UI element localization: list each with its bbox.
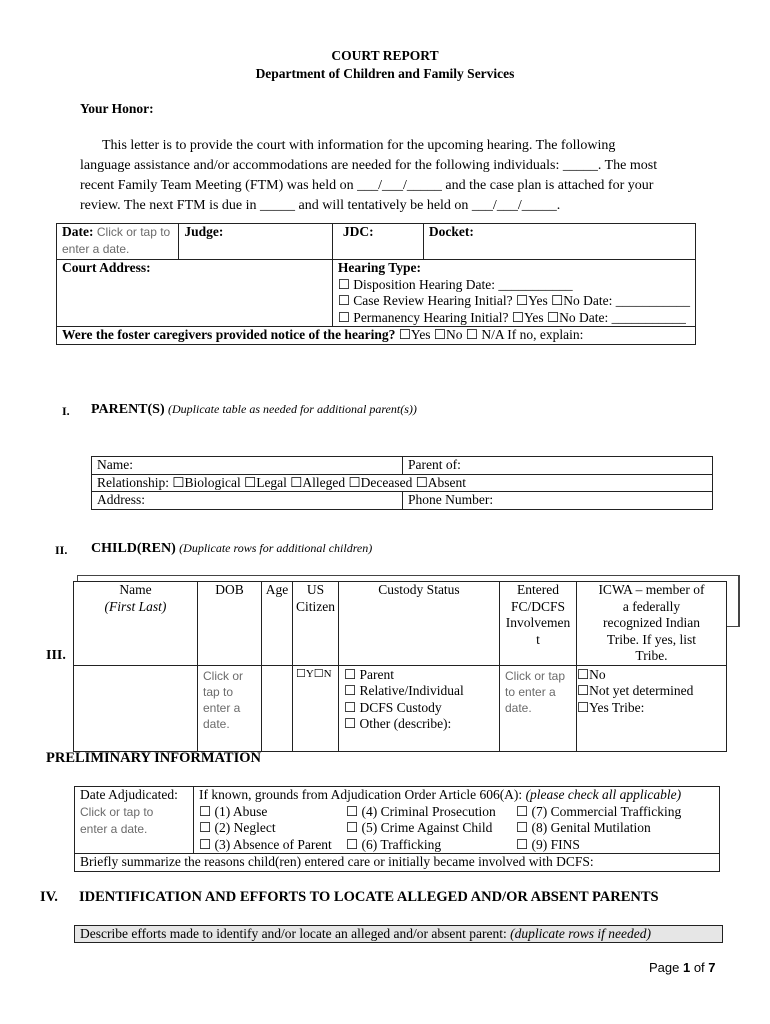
intro-line-2: language assistance and/or accommodations are needed for the following individuals: _____. The most [80,158,658,173]
grounds-cell [194,787,720,854]
entered-placeholder-3: date. [505,700,532,715]
custody-dcfs[interactable]: ☐ DCFS Custody [344,699,442,715]
page-current: 1 [682,960,691,975]
grounds-heading [199,787,714,804]
child-icwa-cell[interactable] [577,665,727,751]
intro-line-1: This letter is to provide the court with information for the upcoming hearing. The following [102,138,616,153]
of-word: of [690,960,709,975]
section-1-title: PARENT(S) [91,402,165,417]
efforts-row[interactable] [74,925,723,943]
relationship-label: Relationship: [97,474,169,490]
icwa-no[interactable]: ☐No [577,666,606,682]
ground-commercial-trafficking[interactable]: ☐ (7) Commercial Trafficking [516,803,682,819]
ground-trafficking[interactable]: ☐ (6) Trafficking [346,836,442,852]
preliminary-table [74,786,720,872]
jdc-cell[interactable] [332,224,423,260]
section-2-note: (Duplicate rows for additional children) [179,541,373,555]
hearing-type-label: Hearing Type: [337,260,421,275]
foster-notice-row [57,327,696,345]
hearing-permanency[interactable]: ☐ Permanency Hearing Initial? ☐Yes ☐No Date: ___________ [337,309,686,325]
dob-placeholder-1: Click or [203,668,244,683]
grounds-note: (please check all applicable) [525,787,682,802]
case-info-table [56,223,696,345]
col-icwa-5: Tribe. [635,648,668,663]
hearing-case-review[interactable]: ☐ Case Review Hearing Initial? ☐Yes ☐No Date: ___________ [337,293,690,308]
section-4-title: IDENTIFICATION AND EFFORTS TO LOCATE ALLEGED AND/OR ABSENT PARENTS [79,889,659,905]
custody-other[interactable]: ☐ Other (describe): [344,716,452,731]
col-icwa-3: recognized Indian [602,615,701,630]
date-placeholder[interactable]: Click or tap to enter a date. [62,225,171,256]
date-label: Date: [62,224,94,239]
date-adjudicated-cell[interactable] [75,787,194,854]
dob-placeholder-2: tap to [203,684,234,699]
parent-table [91,456,713,510]
col-entered-4: t [536,631,540,647]
judge-cell[interactable]: Judge: [179,224,332,260]
foster-notice-question: Were the foster caregivers provided notice of the hearing? [62,327,396,342]
efforts-note: (duplicate rows if needed) [510,926,651,941]
child-citizen-cell[interactable]: ☐Y☐N [293,665,339,751]
child-name-cell[interactable] [74,665,198,751]
col-entered-2: FC/DCFS [510,598,566,614]
col-entered-3: Involvemen [505,615,571,630]
section-4-numeral: IV. [40,889,58,905]
section-2-title: CHILD(REN) [91,541,176,556]
child-dob-cell[interactable] [198,665,262,751]
page-number [649,960,716,975]
grounds-checkboxes [199,804,714,854]
icwa-yes[interactable]: ☐Yes Tribe: [577,699,645,715]
custody-relative[interactable]: ☐ Relative/Individual [344,683,464,698]
custody-parent[interactable]: ☐ Parent [344,666,394,682]
grounds-prefix: If known, grounds from Adjudication Order Article 606(A): [199,787,526,802]
col-name-header [74,582,198,666]
col-icwa-2: a federally [622,598,681,614]
ground-abuse[interactable]: ☐ (1) Abuse [199,803,268,819]
date-adjudicated-label: Date Adjudicated: [80,787,178,802]
ground-criminal-prosecution[interactable]: ☐ (4) Criminal Prosecution [346,803,496,819]
col-custody-header: Custody Status [339,582,500,666]
intro-paragraph [80,136,720,216]
section-1-numeral: I. [62,404,70,418]
adjudicated-placeholder-1: Click or tap to [80,804,154,819]
section-1-note: (Duplicate table as needed for additional parent(s)) [168,402,417,416]
col-icwa-1: ICWA – member of [598,582,705,597]
entered-placeholder-2: to enter a [505,684,556,699]
salutation: Your Honor: [80,101,154,116]
department-name: Department of Children and Family Services [255,66,515,81]
col-name-title: Name [119,582,152,597]
entered-placeholder-1: Click or tap [505,668,566,683]
foster-notice-options[interactable]: ☐Yes ☐No ☐ N/A If no, explain: [395,327,584,342]
col-entered-header [500,582,577,666]
preliminary-title: PRELIMINARY INFORMATION [46,750,261,766]
hearing-type-cell[interactable] [332,260,695,327]
page-total: 7 [708,960,716,975]
col-age-header: Age [262,582,293,666]
section-2-numeral: II. [55,543,68,557]
dob-placeholder-3: enter a [203,700,241,715]
section-3-numeral: III. [46,648,66,663]
child-custody-cell[interactable] [339,665,500,751]
phone-cell[interactable]: Phone Number: [403,492,713,510]
dob-placeholder-4: date. [203,716,230,731]
efforts-label: Describe efforts made to identify and/or locate an alleged and/or absent parent: [80,926,511,941]
grounds-col-3 [516,804,681,854]
col-icwa-header [577,582,727,666]
page-word: Page [649,960,683,975]
ground-fins[interactable]: ☐ (9) FINS [516,836,580,852]
adjudicated-placeholder-2: enter a date. [80,821,148,836]
col-dob-header: DOB [198,582,262,666]
col-citizen-header [293,582,339,666]
summary-cell[interactable]: Briefly summarize the reasons child(ren) entered care or initially became involved with DCFS: [75,854,720,872]
ground-absence[interactable]: ☐ (3) Absence of Parent [199,836,332,852]
jdc-label: JDC: [342,224,374,239]
court-address-cell[interactable]: Court Address: [57,260,333,327]
section-2-heading [91,540,372,557]
col-name-sub: (First Last) [104,598,167,614]
col-icwa-4: Tribe. If yes, list [606,631,697,647]
ground-genital-mutilation[interactable]: ☐ (8) Genital Mutilation [516,820,651,835]
ground-crime-against-child[interactable]: ☐ (5) Crime Against Child [346,820,493,835]
parent-of-cell[interactable]: Parent of: [403,457,713,475]
children-table [73,581,727,752]
col-citizen-2: Citizen [296,598,335,614]
child-age-cell[interactable] [262,665,293,751]
relationship-options[interactable]: ☐Biological ☐Legal ☐Alleged ☐Deceased ☐Absent [172,474,467,490]
grounds-col-2 [346,804,516,854]
icwa-not-yet[interactable]: ☐Not yet determined [577,683,694,698]
ground-neglect[interactable]: ☐ (2) Neglect [199,820,276,835]
report-title: COURT REPORT [331,48,439,63]
date-cell[interactable] [57,224,179,260]
section-1-heading [91,401,417,418]
intro-line-3: recent Family Team Meeting (FTM) was held on ___/___/_____ and the case plan is attached for your [80,178,654,193]
address-cell[interactable]: Address: [92,492,403,510]
col-entered-1: Entered [517,582,559,597]
child-entered-cell[interactable] [500,665,577,751]
intro-line-4: review. The next FTM is due in _____ and will tentatively be held on ___/___/_____. [80,198,561,213]
docket-cell[interactable]: Docket: [423,224,695,260]
relationship-cell[interactable] [92,474,713,492]
grounds-col-1 [199,804,346,854]
hearing-disposition[interactable]: ☐ Disposition Hearing Date: ___________ [337,276,573,292]
col-citizen-1: US [306,582,325,597]
parent-name-cell[interactable]: Name: [92,457,403,475]
